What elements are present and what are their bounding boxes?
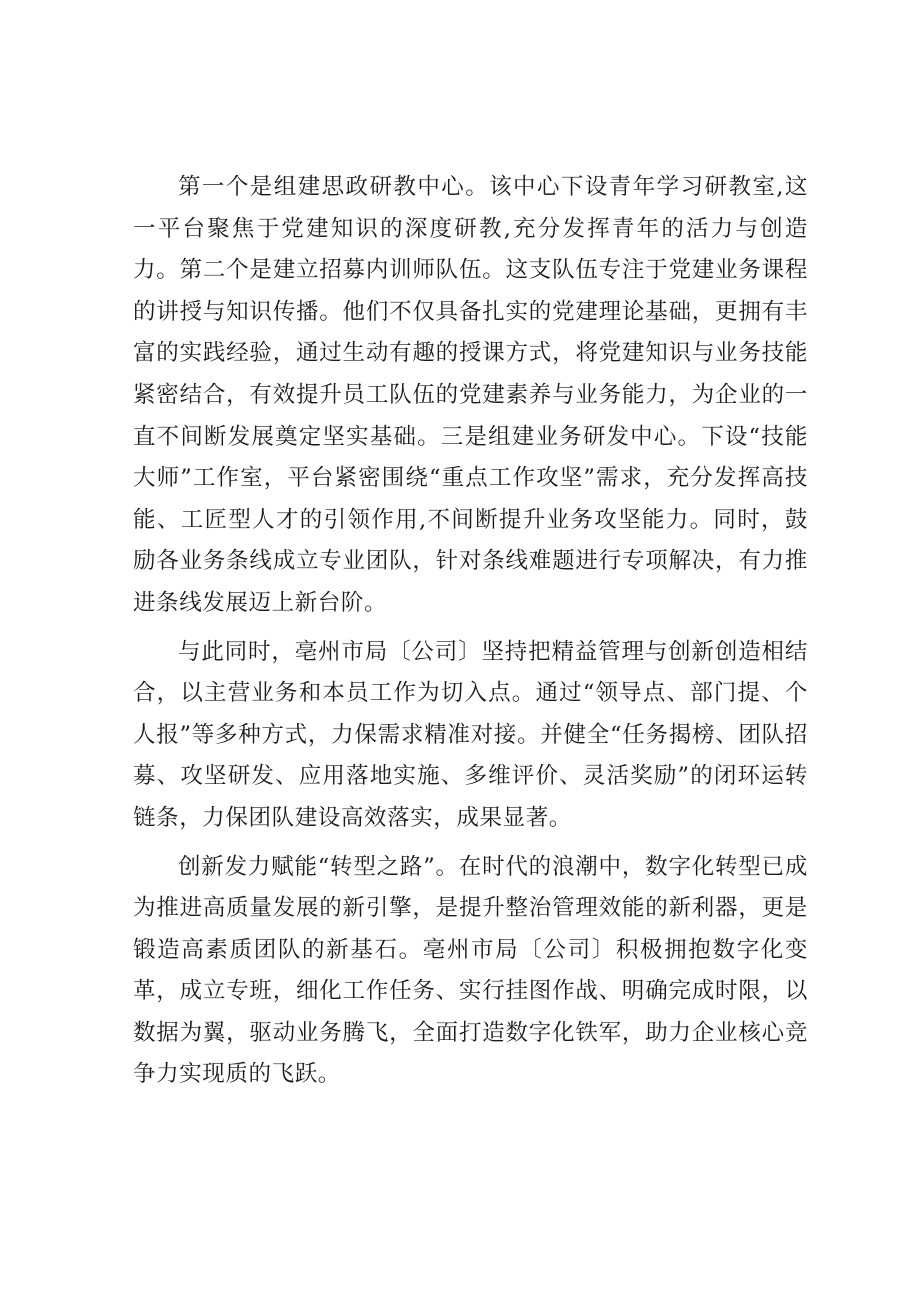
paragraph-1: 第一个是组建思政研教中心。该中心下设青年学习研教室,这一平台聚焦于党建知识的深度研教,充分发挥青年的活力与创造力。第二个是建立招募内训师队伍。这支队伍专注于党建业务课程的讲授与知识传播。他们不仅具备扎实的党建理论基础，更拥有丰富的实践经验，通过生动有趣的授课方式，将党建知识与业务技能紧密结合，有效提升员工队伍的党建素养与业务能力，为企业的一直不间断发展奠定坚实基础。三是组建业务研发中心。下设“技能大师”工作室，平台紧密围绕“重点工作攻坚”需求，充分发挥高技能、工匠型人才的引领作用,不间断提升业务攻坚能力。同时，鼓励各业务条线成立专业团队，针对条线难题进行专项解决，有力推进条线发展迈上新台阶。 (133, 174, 808, 616)
paragraph-2: 与此同时，亳州市局〔公司〕坚持把精益管理与创新创造相结合，以主营业务和本员工作为切入点。通过“领导点、部门提、个人报”等多种方式，力保需求精准对接。并健全“任务揭榜、团队招募、攻坚研发、应用落地实施、多维评价、灵活奖励”的闭环运转链条，力保团队建设高效落实，成果显著。 (133, 638, 808, 831)
paragraph-3: 创新发力赋能“转型之路”。在时代的浪潮中，数字化转型已成为推进高质量发展的新引擎，是提升整治管理效能的新利器，更是锻造高素质团队的新基石。亳州市局〔公司〕积极拥抱数字化变革，成立专班，细化工作任务、实行挂图作战、明确完成时限，以数据为翼，驱动业务腾飞，全面打造数字化铁军，助力企业核心竞争力实现质的飞跃。 (133, 853, 808, 1088)
